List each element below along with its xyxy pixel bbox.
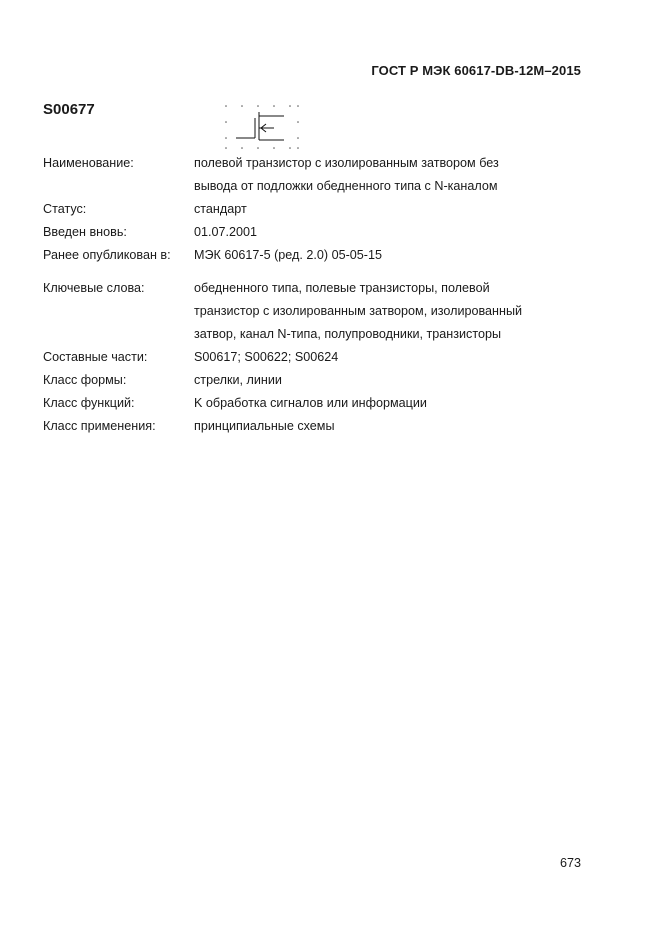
property-value [194, 277, 583, 346]
property-value-line: 01.07.2001 [194, 225, 258, 239]
symbol-id: S00677 [43, 101, 95, 118]
property-value-line: принципиальные схемы [194, 419, 335, 433]
property-value [194, 221, 583, 244]
property-components [43, 346, 583, 369]
property-value [194, 244, 583, 267]
property-label: Класс формы: [43, 373, 127, 387]
property-label: Ранее опубликован в: [43, 248, 171, 262]
property-value-line: обедненного типа, полевые транзисторы, полевой [194, 281, 490, 295]
property-label: Статус: [43, 202, 87, 216]
property-application-class [43, 415, 583, 438]
property-shape-class [43, 369, 583, 392]
property-value-line: вывода от подложки обедненного типа с N-каналом [194, 179, 498, 193]
property-value [194, 152, 583, 198]
property-value-line: затвор, канал N-типа, полупроводники, транзисторы [194, 327, 502, 341]
property-introduced [43, 221, 583, 244]
property-label: Составные части: [43, 350, 148, 364]
property-label: Класс функций: [43, 396, 135, 410]
property-status [43, 198, 583, 221]
property-label: Класс применения: [43, 419, 156, 433]
property-value-line: стрелки, линии [194, 373, 282, 387]
property-value-line: K обработка сигналов или информации [194, 396, 427, 410]
property-label: Введен вновь: [43, 225, 127, 239]
page-number: 673 [559, 856, 581, 870]
property-value-line: полевой транзистор с изолированным затвором без [194, 156, 499, 170]
property-value-line: транзистор с изолированным затвором, изолированный [194, 304, 523, 318]
property-value-line: МЭК 60617-5 (ред. 2.0) 05-05-15 [194, 248, 382, 262]
transistor-symbol-icon [222, 102, 302, 152]
property-value [194, 392, 583, 415]
document-header: ГОСТ Р МЭК 60617-DB-12M–2015 [371, 63, 581, 78]
property-value [194, 346, 583, 369]
property-label: Ключевые слова: [43, 281, 145, 295]
property-previously-published [43, 244, 583, 267]
symbol-properties [43, 152, 583, 438]
property-value [194, 198, 583, 221]
property-keywords [43, 277, 583, 346]
property-value-line: стандарт [194, 202, 247, 216]
property-value-line: S00617; S00622; S00624 [194, 350, 339, 364]
property-value [194, 369, 583, 392]
property-function-class [43, 392, 583, 415]
property-label: Наименование: [43, 156, 134, 170]
property-value [194, 415, 583, 438]
property-name [43, 152, 583, 198]
